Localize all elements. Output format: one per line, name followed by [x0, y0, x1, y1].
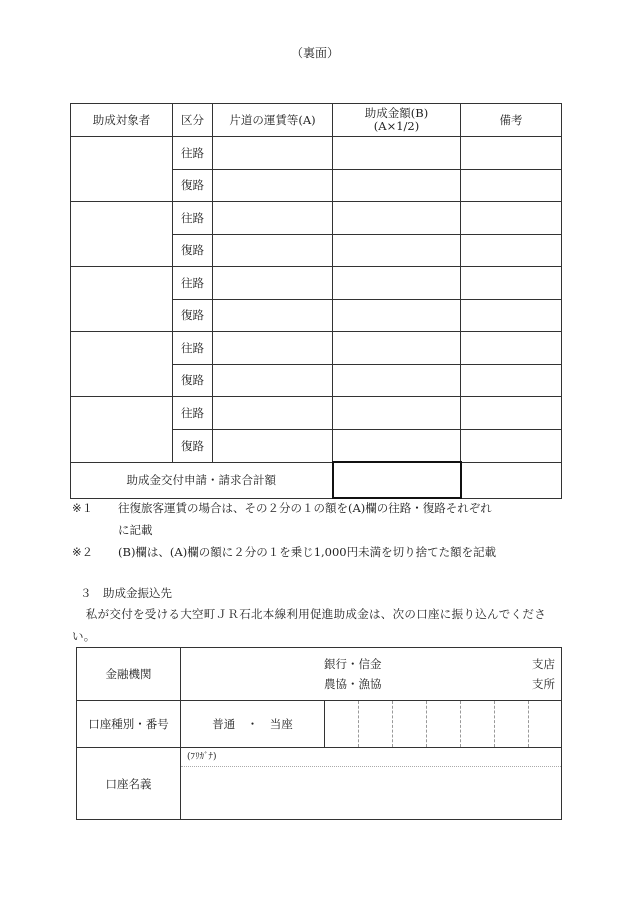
remarks-cell[interactable]: [461, 169, 562, 202]
header-remarks: 備考: [461, 104, 562, 137]
account-digit[interactable]: [427, 701, 461, 748]
return-label: 復路: [173, 169, 213, 202]
grant-cell[interactable]: [333, 267, 461, 300]
header-grant: [333, 104, 461, 137]
grant-cell[interactable]: [333, 429, 461, 462]
remarks-cell[interactable]: [461, 267, 562, 300]
return-label: 復路: [173, 234, 213, 267]
fare-cell[interactable]: [213, 397, 333, 430]
holder-cell[interactable]: [181, 748, 562, 820]
fare-cell[interactable]: [213, 202, 333, 235]
grant-cell[interactable]: [333, 332, 461, 365]
return-label: 復路: [173, 299, 213, 332]
institution-cell[interactable]: [181, 648, 562, 701]
fare-cell[interactable]: [213, 267, 333, 300]
target-cell[interactable]: [71, 202, 173, 267]
remarks-cell[interactable]: [461, 299, 562, 332]
remarks-cell[interactable]: [461, 202, 562, 235]
account-digit[interactable]: [495, 701, 529, 748]
return-label: 復路: [173, 364, 213, 397]
fare-cell[interactable]: [213, 169, 333, 202]
outbound-label: 往路: [173, 332, 213, 365]
grant-cell[interactable]: [333, 202, 461, 235]
furigana-label: (ﾌﾘｶﾞﾅ): [181, 748, 561, 767]
remarks-cell[interactable]: [461, 429, 562, 462]
fare-cell[interactable]: [213, 299, 333, 332]
fare-cell[interactable]: [213, 234, 333, 267]
header-grant-line1: 助成金額(B): [364, 106, 429, 120]
note-2-mark: ※２: [72, 545, 94, 559]
account-label: 口座種別・番号: [77, 701, 181, 748]
header-target: 助成対象者: [71, 104, 173, 137]
holder-label: 口座名義: [77, 748, 181, 820]
outbound-label: 往路: [173, 202, 213, 235]
target-cell[interactable]: [71, 267, 173, 332]
remarks-cell[interactable]: [461, 234, 562, 267]
outbound-label: 往路: [173, 137, 213, 170]
page-title: （裏面）: [290, 46, 339, 60]
grant-cell[interactable]: [333, 234, 461, 267]
note-1-mark: ※１: [72, 501, 94, 515]
note-2-line1: (B)欄は、(A)欄の額に２分の１を乗じ1,000円未満を切り捨てた額を記載: [118, 545, 497, 559]
grant-cell[interactable]: [333, 169, 461, 202]
account-digit[interactable]: [325, 701, 359, 748]
return-label: 復路: [173, 429, 213, 462]
fare-cell[interactable]: [213, 332, 333, 365]
fare-cell[interactable]: [213, 429, 333, 462]
header-kubun: 区分: [173, 104, 213, 137]
remarks-cell[interactable]: [461, 397, 562, 430]
grant-cell[interactable]: [333, 137, 461, 170]
account-type-cell[interactable]: 普通 ・ 当座: [181, 701, 325, 748]
branch-line2: 支所: [532, 677, 555, 691]
grant-table: [70, 103, 562, 499]
institution-label: 金融機関: [77, 648, 181, 701]
outbound-label: 往路: [173, 397, 213, 430]
total-label: 助成金交付申請・請求合計額: [71, 462, 333, 498]
target-cell[interactable]: [71, 397, 173, 463]
header-grant-line2: (A×1/2): [373, 119, 420, 133]
note-2: [72, 541, 496, 563]
grant-cell[interactable]: [333, 364, 461, 397]
target-cell[interactable]: [71, 332, 173, 397]
bank-types-line2: 農協・漁協: [324, 677, 382, 691]
note-1-line1: 往復旅客運賃の場合は、その２分の１の額を(A)欄の往路・復路それぞれ: [118, 501, 492, 515]
note-1-line2: に記載: [118, 523, 153, 537]
account-digit[interactable]: [529, 701, 562, 748]
note-1: [72, 497, 492, 541]
total-amount-cell[interactable]: [333, 462, 461, 498]
bank-types-line1: 銀行・信金: [324, 657, 382, 671]
account-digit[interactable]: [393, 701, 427, 748]
remarks-cell[interactable]: [461, 364, 562, 397]
account-digit[interactable]: [461, 701, 495, 748]
total-remarks-cell[interactable]: [461, 462, 562, 498]
section-3-paragraph: 私が交付を受ける大空町ＪＲ石北本線利用促進助成金は、次の口座に振り込んでください。: [72, 607, 546, 643]
branch-line1: 支店: [532, 657, 555, 671]
fare-cell[interactable]: [213, 137, 333, 170]
remarks-cell[interactable]: [461, 332, 562, 365]
remarks-cell[interactable]: [461, 137, 562, 170]
fare-cell[interactable]: [213, 364, 333, 397]
grant-cell[interactable]: [333, 397, 461, 430]
account-digit[interactable]: [359, 701, 393, 748]
section-3-heading: ３ 助成金振込先: [80, 586, 172, 600]
bank-account-table: [76, 647, 562, 820]
target-cell[interactable]: [71, 137, 173, 202]
grant-cell[interactable]: [333, 299, 461, 332]
header-fare: 片道の運賃等(A): [213, 104, 333, 137]
outbound-label: 往路: [173, 267, 213, 300]
